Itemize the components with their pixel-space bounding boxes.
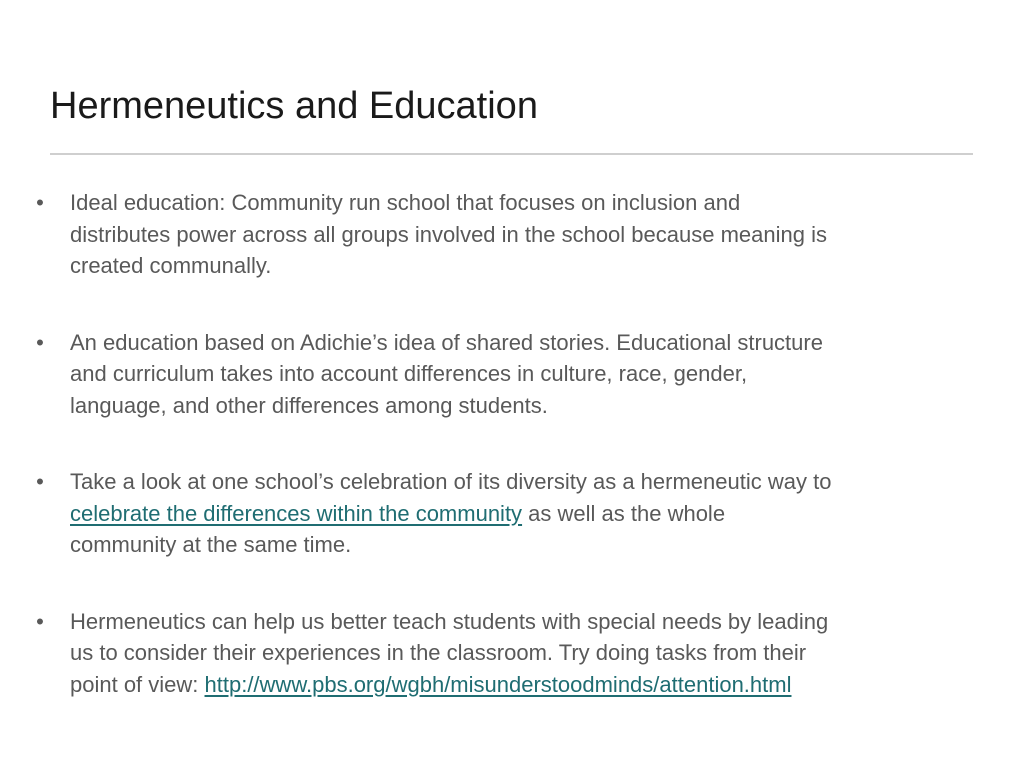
bullet-dot-icon: • xyxy=(36,329,44,355)
bullet-text-line: created communally. xyxy=(70,253,272,278)
bullet-dot-icon: • xyxy=(36,190,44,215)
bullet-text-fragment: as well as the whole xyxy=(522,500,726,526)
bullet-text-fragment: point of view: xyxy=(70,671,205,697)
bullet-dot-icon: • xyxy=(36,469,44,494)
bullet-text-line: language, and other differences among students. xyxy=(70,392,548,418)
bullet-text-line: distributes power across all groups involved in the school because meaning is xyxy=(70,221,827,247)
bullet-text-line: community at the same time. xyxy=(70,532,352,557)
diversity-celebration-link[interactable]: celebrate the differences within the community xyxy=(70,500,523,526)
bullet-item xyxy=(26,187,986,282)
bullet-item xyxy=(26,327,986,422)
bullet-text-line xyxy=(70,669,986,701)
title-divider xyxy=(50,153,973,155)
bullet-text-line: us to consider their experiences in the classroom. Try doing tasks from their xyxy=(70,640,807,665)
bullet-list xyxy=(26,187,986,700)
bullet-dot-icon: • xyxy=(36,608,44,634)
bullet-text-line: Take a look at one school’s celebration of its diversity as a hermeneutic way to xyxy=(70,469,832,494)
bullet-item xyxy=(26,606,986,701)
pbs-attention-link[interactable]: http://www.pbs.org/wgbh/misunderstoodminds/attention.html xyxy=(204,671,792,697)
bullet-item xyxy=(26,466,986,561)
slide-title: Hermeneutics and Education xyxy=(50,85,538,127)
bullet-text-line: Ideal education: Community run school that focuses on inclusion and xyxy=(70,190,741,215)
bullet-text-line: and curriculum takes into account differences in culture, race, gender, xyxy=(70,361,748,386)
bullet-text-line: Hermeneutics can help us better teach students with special needs by leading xyxy=(70,608,829,634)
bullet-text-line: An education based on Adichie’s idea of shared stories. Educational structure xyxy=(70,329,823,355)
bullet-text-line xyxy=(70,498,986,530)
